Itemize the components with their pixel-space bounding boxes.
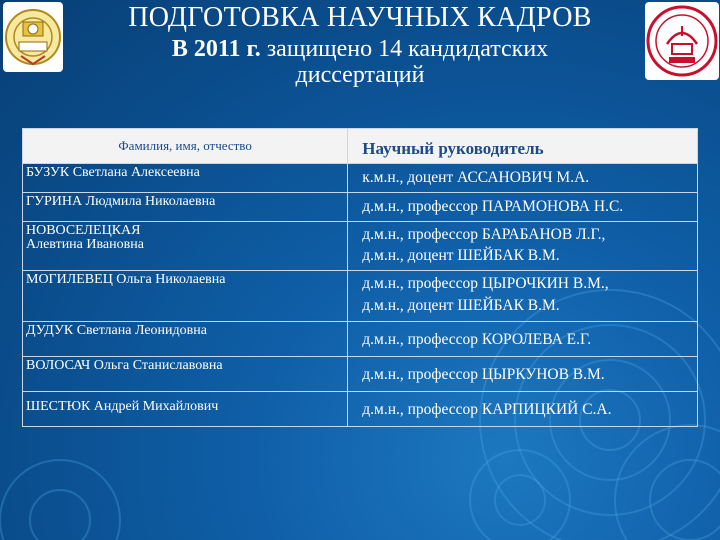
page-title: ПОДГОТОВКА НАУЧНЫХ КАДРОВ bbox=[128, 2, 592, 33]
candidate-name: ДУДУК Светлана Леонидовна bbox=[26, 323, 207, 338]
table-row bbox=[23, 322, 698, 357]
supervisor: д.м.н., профессор ЦЫРОЧКИН В.М., д.м.н., доцент ШЕЙБАК В.М. bbox=[362, 275, 609, 314]
quality-emblem-logo bbox=[3, 2, 63, 72]
supervisor: д.м.н., профессор ЦЫРКУНОВ В.М. bbox=[362, 366, 605, 383]
dissertations-table bbox=[22, 128, 698, 427]
supervisor: д.м.н., профессор ПАРАМОНОВА Н.С. bbox=[362, 198, 624, 215]
table-header-row bbox=[23, 129, 698, 164]
page-subtitle bbox=[60, 36, 660, 63]
page-subtitle-line3: диссертаций bbox=[295, 62, 425, 88]
table-row bbox=[23, 357, 698, 392]
candidate-name: ГУРИНА Людмила Николаевна bbox=[26, 194, 216, 209]
subtitle-year: В 2011 г. bbox=[171, 36, 261, 62]
candidate-name: ВОЛОСАЧ Ольга Станиславовна bbox=[26, 358, 223, 373]
candidate-name: ШЕСТЮК Андрей Михайлович bbox=[26, 399, 219, 414]
supervisor: д.м.н., профессор БАРАБАНОВ Л.Г., д.м.н., доцент ШЕЙБАК В.М. bbox=[362, 226, 606, 264]
supervisor: д.м.н., профессор КАРПИЦКИЙ С.А. bbox=[362, 401, 612, 418]
candidate-name: НОВОСЕЛЕЦКАЯ Алевтина Ивановна bbox=[26, 223, 144, 252]
table-row bbox=[23, 193, 698, 222]
supervisor: д.м.н., профессор КОРОЛЕВА Е.Г. bbox=[362, 331, 592, 348]
subtitle-text: защищено 14 кандидатских bbox=[260, 36, 549, 62]
candidate-name: БУЗУК Светлана Алексеевна bbox=[26, 165, 200, 180]
table-row bbox=[23, 164, 698, 193]
candidate-name: МОГИЛЕВЕЦ Ольга Николаевна bbox=[26, 272, 226, 287]
table-row bbox=[23, 392, 698, 427]
column-header-supervisor: Научный руководитель bbox=[348, 129, 698, 164]
column-header-name: Фамилия, имя, отчество bbox=[23, 129, 348, 164]
supervisor: к.м.н., доцент АССАНОВИЧ М.А. bbox=[362, 169, 590, 186]
table-row bbox=[23, 271, 698, 322]
table-row bbox=[23, 222, 698, 271]
